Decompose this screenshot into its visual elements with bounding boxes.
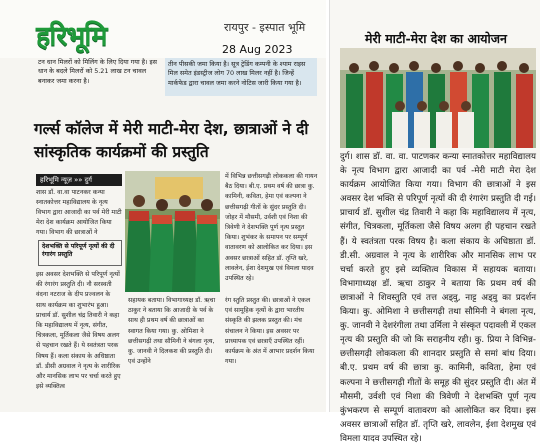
article-column-2: सहायक बताया। विभागाध्यक्ष डॉ. ऋचा ठाकुर ने बताया कि आजादी के पर्व के साथ ही प्रथम वर्ष की छात्राओं का स्वागत किया गया। कु. ओमिशा ने छत्तीसगढ़ी तथा सौमिनी ने बंगला नृत्य, कु. जानवी ने दिलकश की प्रस्तुति दी। एवं उन्होंने: [128, 297, 216, 366]
article-lead: शास डॉ. वा.वा पाटनकर कन्या स्नातकोत्तर महाविद्यालय के नृत्य विभाग द्वारा आजादी का पर्व मेरी माटी मेरा देश कार्यक्रम आयोजित किया गया। विभाग की छात्राओं ने: [36, 189, 122, 237]
edition-label: रायपुर - इस्पात भूमि: [224, 21, 306, 34]
masthead: [0, 0, 326, 58]
article-subhead: देशभक्ति से परिपूर्ण नृत्यों की दी रंगारंग प्रस्तुति: [38, 240, 122, 266]
newspaper-logo: हरिभूमि: [36, 21, 107, 52]
group-photo: [340, 48, 536, 148]
group-photo-illustration: [340, 48, 536, 148]
dance-photo-illustration: [125, 171, 220, 292]
dance-photo: [125, 171, 220, 292]
byline: हरिभूमि न्यूज़ »» दुर्ग: [36, 174, 122, 186]
article-column-1: इस अवसर देशभक्ति से परिपूर्ण नृत्यों की रंगारंग प्रस्तुति दी। नौ सरस्वती वंदना नटराज के दीप प्रज्वलन के साथ कार्यक्रम का शुभारंभ हुआ। प्राचार्य डॉ. सुशील चंद्र तिवारी ने कहा कि महाविद्यालय में नृत्य, संगीत, चित्रकला, मूर्तिकला जैसे विषय अलग से पहचान रखते हैं। ये स्वतंत्रता परक विषय हैं। कला संकाय के अधिष्ठाता डॉ. डीसी अग्रवाल ने नृत्य के शारीरिक और मानसिक लाभ पर चर्चा करते हुए इसे व्यक्तित्व: [36, 271, 121, 391]
article-column-3: रंग स्तुति प्रस्तुत की। छात्राओं ने एकल एवं सामूहिक नृत्यों के द्वारा भारतीय संस्कृति की झलक प्रस्तुत की। मंच संचालन ने किया। इस अवसर पर प्राध्यापक एवं छात्राएँ उपस्थित रहीं। कार्यक्रम के अंत में आभार प्रदर्शन किया गया।: [225, 297, 315, 366]
clipping-title: मेरी माटी-मेरा देश का आयोजन: [365, 31, 507, 46]
article-column-side: में विभिन्न छत्तीसगढ़ी लोककला की गायन बैठ दिया। बी.ए. प्रथम वर्ष की छात्रा कु. कामिनी, कविता, हेमा एवं कल्पना ने छत्तीसगढ़ी गीतों के सुंदर प्रस्तुति दी। जोहर में मौसमी, उर्वशी एवं निशा की त्रिवेणी ने देशभक्ति पूर्ण नृत्य प्रस्तुत किया। शुभंकर के समापन पर सम्पूर्ण वातावरण को आलोकित कर दिया। इस अवसर छात्राओं सहित डॉ. तृप्ति खरे, लावलेन, ईशा देशमुख एवं विमला यादव उपस्थित रहे।: [225, 173, 318, 282]
publication-date: 28 Aug 2023: [222, 43, 293, 56]
article-headline: गर्ल्स कॉलेज में मेरी माटी-मेरा देश, छात्राओं ने दी सांस्कृतिक कार्यक्रमों की प्रस्तुति: [34, 120, 309, 161]
news-clipping: [329, 0, 540, 444]
teaser-right: तीन पीसकी जमा किया है। सूत्र ट्रेडिंग कम्पनी के श्याम राइस मिल समेत इंडस्ट्रीज लोग 70 लाख मिलर नहीं है। जिन्हें मार्कफेड द्वारा चावल जमा करने नोटिस जारी किया गया है।: [165, 58, 317, 96]
teaser-left: टन धान मिलरों को मिलिंग के लिए दिया गया है। इस धान के बदले मिलरों को 5.21 लाख टन चावल बनाकर जमा करना है।: [38, 58, 157, 85]
clipping-body: दुर्ग। शास डॉ. वा. वा. पाटणकर कन्या स्नातकोत्तर महाविद्यालय के नृत्य विभाग द्वारा आजादी का पर्व -मेरी माटी मेरा देश कार्यक्रम आयोजित किया गया। विभाग की छात्राओं ने इस अवसर देश भक्ति से परिपूर्ण नृत्यों की दी रंगारंग प्रस्तुति दी गई। प्राचार्य डॉ. सुशील चंद्र तिवारी ने कहा कि महाविद्यालय में नृत्य, संगीत, चित्रकला, मूर्तिकला जैसे विषय अलग ही पहचान रखते हैं। ये स्वतंत्रता परक विषय है। कला संकाय के अधिष्ठाता डॉ. डी.सी. अग्रवाल ने नृत्य के शारीरिक और मानसिक लाभ पर चर्चा करते हुए इसे व्यक्तित्व विकास में सहायक बताया। विभागाध्यक्ष डॉ. ऋचा ठाकुर ने बताया कि प्रथम वर्ष की छात्राओं ने शिवस्तुति एवं तत्त अड्वु, नाट्ट अड्वु का प्रदर्शन किया। कु. ओमिशा ने छत्तीसगढ़ी तथा सौमिनी ने बंगला नृत्य, कु. जानवी ने देशरंगीला तथा उर्मिला ने संस्कृत पदावली में एकल नृत्य की प्रस्तुति की जो कि सराहनीय रही। कु. प्रिया ने विभिन्न-छत्तीसगढ़ी लोककला की शानदार प्रस्तुति से समां बांध दिया। बी.ए. प्रथम वर्ष की छात्रा कु. कामिनी, कविता, हेमा एवं कल्पना ने छत्तीसगढ़ी गीतों के समूह की सुंदर प्रस्तुति दी। अंत में मौसमी, उर्वशी एवं निशा की त्रिवेणी ने देशभक्ति पूर्ण नृत्य कुंभकरण से सम्पूर्ण वातावरण को आलोकित कर दिया। इस अवसर छात्राओं सहित डॉ. तृप्ति खरे, लावलेन, ईशा देशमुख एवं विमला यादव उपस्थित रहे।: [340, 152, 536, 444]
